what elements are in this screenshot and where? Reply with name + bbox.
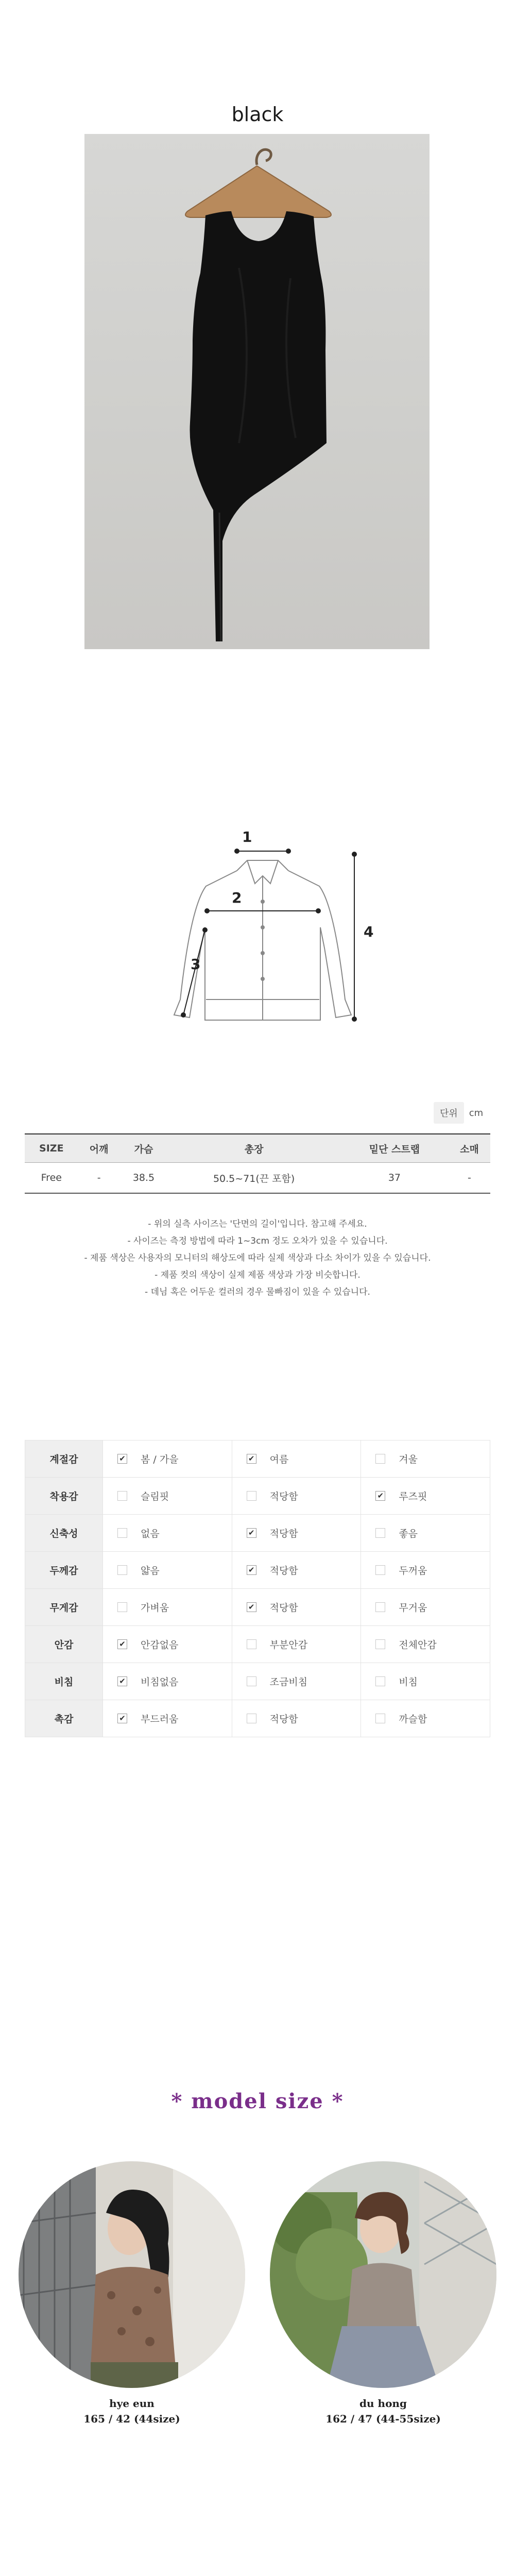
unchecked-checkbox-icon[interactable]	[247, 1676, 256, 1686]
attribute-row	[25, 1589, 490, 1626]
col-size: SIZE	[25, 1134, 78, 1163]
model-1-size: 165 / 42 (44size)	[83, 2413, 180, 2425]
attribute-row	[25, 1663, 490, 1700]
unchecked-checkbox-icon[interactable]	[117, 1602, 127, 1612]
option-label: 두꺼움	[399, 1565, 427, 1577]
attribute-option	[103, 1589, 232, 1626]
unchecked-checkbox-icon[interactable]	[117, 1565, 127, 1575]
checked-checkbox-icon[interactable]: ✔	[247, 1454, 256, 1464]
option-label: 적당함	[269, 1714, 298, 1725]
option-label: 부분안감	[269, 1639, 308, 1651]
option-label: 부드러움	[141, 1714, 179, 1725]
color-label: black	[231, 103, 284, 126]
attribute-option	[232, 1700, 361, 1737]
option-wrapper	[232, 1637, 361, 1651]
option-wrapper	[361, 1711, 490, 1725]
option-label: 안감없음	[141, 1639, 179, 1651]
unchecked-checkbox-icon[interactable]	[247, 1639, 256, 1649]
attribute-option	[232, 1663, 361, 1700]
option-label: 비침없음	[141, 1676, 179, 1688]
option-label: 적당함	[269, 1602, 298, 1614]
model-2-size: 162 / 47 (44-55size)	[325, 2413, 441, 2425]
model-size-title: * model size *	[171, 2089, 344, 2113]
col-sleeve: 소매	[449, 1134, 490, 1163]
option-label: 적당함	[269, 1491, 298, 1502]
unchecked-checkbox-icon[interactable]	[247, 1714, 256, 1723]
option-label: 얇음	[141, 1565, 160, 1577]
measure-marker-2: 2	[232, 889, 242, 906]
checked-checkbox-icon[interactable]: ✔	[117, 1676, 127, 1686]
checked-checkbox-icon[interactable]: ✔	[117, 1454, 127, 1464]
unchecked-checkbox-icon[interactable]	[375, 1676, 385, 1686]
option-wrapper	[103, 1526, 232, 1540]
option-wrapper	[361, 1489, 490, 1503]
product-attribute-table	[25, 1440, 490, 1737]
note-line: - 사이즈는 측정 방법에 따라 1~3cm 정도 오차가 있을 수 있습니다.	[127, 1236, 388, 1246]
col-hem-strap: 밑단 스트랩	[340, 1134, 449, 1163]
attribute-option	[361, 1626, 490, 1663]
option-label: 무거움	[399, 1602, 427, 1614]
attribute-label: 안감	[25, 1626, 103, 1663]
attribute-label: 착용감	[25, 1478, 103, 1515]
unit-value: cm	[469, 1107, 484, 1118]
note-line: - 위의 실측 사이즈는 '단면의 길이'입니다. 참고해 주세요.	[148, 1219, 367, 1229]
unchecked-checkbox-icon[interactable]	[117, 1528, 127, 1538]
option-wrapper	[232, 1526, 361, 1540]
attribute-label: 무게감	[25, 1589, 103, 1626]
option-wrapper	[103, 1674, 232, 1688]
unit-toggle[interactable]	[434, 1103, 488, 1123]
attribute-option	[232, 1440, 361, 1478]
checked-checkbox-icon[interactable]: ✔	[247, 1602, 256, 1612]
attribute-option	[103, 1478, 232, 1515]
attribute-option	[103, 1700, 232, 1737]
option-label: 없음	[141, 1528, 160, 1539]
option-label: 조금비침	[269, 1676, 308, 1688]
option-wrapper	[361, 1526, 490, 1540]
model-2-name: du hong	[359, 2397, 407, 2410]
option-wrapper	[232, 1600, 361, 1614]
unchecked-checkbox-icon[interactable]	[375, 1714, 385, 1723]
unit-label: 단위	[434, 1102, 464, 1124]
attribute-option	[361, 1515, 490, 1552]
attribute-row	[25, 1552, 490, 1589]
attribute-option	[103, 1663, 232, 1700]
option-label: 적당함	[269, 1528, 298, 1539]
table-row	[25, 1163, 490, 1194]
option-wrapper	[103, 1489, 232, 1503]
attribute-option	[103, 1515, 232, 1552]
attribute-label: 신축성	[25, 1515, 103, 1552]
option-label: 겨울	[399, 1454, 418, 1465]
unchecked-checkbox-icon[interactable]	[375, 1565, 385, 1575]
attribute-label: 비침	[25, 1663, 103, 1700]
unchecked-checkbox-icon[interactable]	[375, 1602, 385, 1612]
option-wrapper	[232, 1563, 361, 1577]
checked-checkbox-icon[interactable]: ✔	[247, 1565, 256, 1575]
checked-checkbox-icon[interactable]: ✔	[247, 1528, 256, 1538]
col-chest: 가슴	[120, 1134, 168, 1163]
checked-checkbox-icon[interactable]: ✔	[117, 1639, 127, 1649]
attribute-row	[25, 1626, 490, 1663]
size-table-header-row	[25, 1134, 490, 1163]
attribute-option	[103, 1440, 232, 1478]
unchecked-checkbox-icon[interactable]	[375, 1454, 385, 1464]
unchecked-checkbox-icon[interactable]	[247, 1491, 256, 1501]
unchecked-checkbox-icon[interactable]	[375, 1528, 385, 1538]
attribute-option	[232, 1515, 361, 1552]
option-wrapper	[232, 1489, 361, 1503]
option-label: 가벼움	[141, 1602, 169, 1614]
option-wrapper	[361, 1674, 490, 1688]
option-wrapper	[361, 1600, 490, 1614]
attribute-label: 계절감	[25, 1440, 103, 1478]
product-photo	[84, 134, 430, 649]
measure-marker-3: 3	[191, 956, 201, 973]
cell-chest: 38.5	[120, 1163, 168, 1194]
attribute-option	[232, 1589, 361, 1626]
option-label: 적당함	[269, 1565, 298, 1577]
checked-checkbox-icon[interactable]: ✔	[117, 1714, 127, 1723]
attribute-option	[361, 1478, 490, 1515]
option-label: 까슬함	[399, 1714, 427, 1725]
option-wrapper	[103, 1637, 232, 1651]
option-wrapper	[232, 1674, 361, 1688]
attribute-row	[25, 1440, 490, 1478]
unchecked-checkbox-icon[interactable]	[117, 1491, 127, 1501]
option-label: 루즈핏	[399, 1491, 427, 1502]
model-photo-1	[19, 2161, 245, 2388]
attribute-option	[361, 1589, 490, 1626]
model-2-caption	[270, 2396, 496, 2427]
attribute-option	[361, 1440, 490, 1478]
attribute-option	[232, 1626, 361, 1663]
option-wrapper	[232, 1452, 361, 1466]
cell-sleeve: -	[449, 1163, 490, 1194]
size-table	[25, 1133, 490, 1194]
attribute-option	[361, 1663, 490, 1700]
option-label: 좋음	[399, 1528, 418, 1539]
col-shoulder: 어깨	[78, 1134, 120, 1163]
cell-shoulder: -	[78, 1163, 120, 1194]
attribute-row	[25, 1478, 490, 1515]
option-wrapper	[232, 1711, 361, 1725]
note-line: - 데님 혹은 어두운 컬러의 경우 물빠짐이 있을 수 있습니다.	[145, 1287, 370, 1297]
model-photo-2	[270, 2161, 496, 2388]
option-label: 봄 / 가을	[141, 1454, 179, 1465]
model-1-name: hye eun	[109, 2397, 154, 2410]
model-1-caption	[19, 2396, 245, 2427]
measure-marker-4: 4	[364, 923, 374, 940]
attribute-option	[232, 1478, 361, 1515]
option-wrapper	[103, 1452, 232, 1466]
option-label: 슬림핏	[141, 1491, 169, 1502]
note-line: - 제품 색상은 사용자의 모니터의 해상도에 따라 실제 색상과 다소 차이가 있을 수 있습니다.	[84, 1253, 431, 1263]
size-measurement-diagram	[149, 828, 376, 1051]
option-wrapper	[361, 1637, 490, 1651]
attribute-row	[25, 1700, 490, 1737]
option-label: 전체안감	[399, 1639, 437, 1651]
option-label: 비침	[399, 1676, 418, 1688]
cell-hem-strap: 37	[340, 1163, 449, 1194]
size-notes	[0, 1216, 515, 1301]
unchecked-checkbox-icon[interactable]	[375, 1639, 385, 1649]
product-garment-illustration	[84, 134, 430, 649]
attribute-option	[361, 1552, 490, 1589]
cell-size: Free	[25, 1163, 78, 1194]
option-wrapper	[361, 1563, 490, 1577]
measure-marker-1: 1	[242, 828, 252, 845]
attribute-label: 촉감	[25, 1700, 103, 1737]
attribute-option	[361, 1700, 490, 1737]
attribute-row	[25, 1515, 490, 1552]
cell-length: 50.5~71(끈 포함)	[167, 1163, 340, 1194]
option-wrapper	[103, 1711, 232, 1725]
attribute-option	[232, 1552, 361, 1589]
option-label: 여름	[269, 1454, 289, 1465]
option-wrapper	[103, 1563, 232, 1577]
attribute-option	[103, 1626, 232, 1663]
attribute-label: 두께감	[25, 1552, 103, 1589]
attribute-option	[103, 1552, 232, 1589]
note-line: - 제품 컷의 색상이 실제 제품 색상과 가장 비슷합니다.	[154, 1270, 360, 1280]
option-wrapper	[361, 1452, 490, 1466]
option-wrapper	[103, 1600, 232, 1614]
checked-checkbox-icon[interactable]: ✔	[375, 1491, 385, 1501]
col-length: 총장	[167, 1134, 340, 1163]
